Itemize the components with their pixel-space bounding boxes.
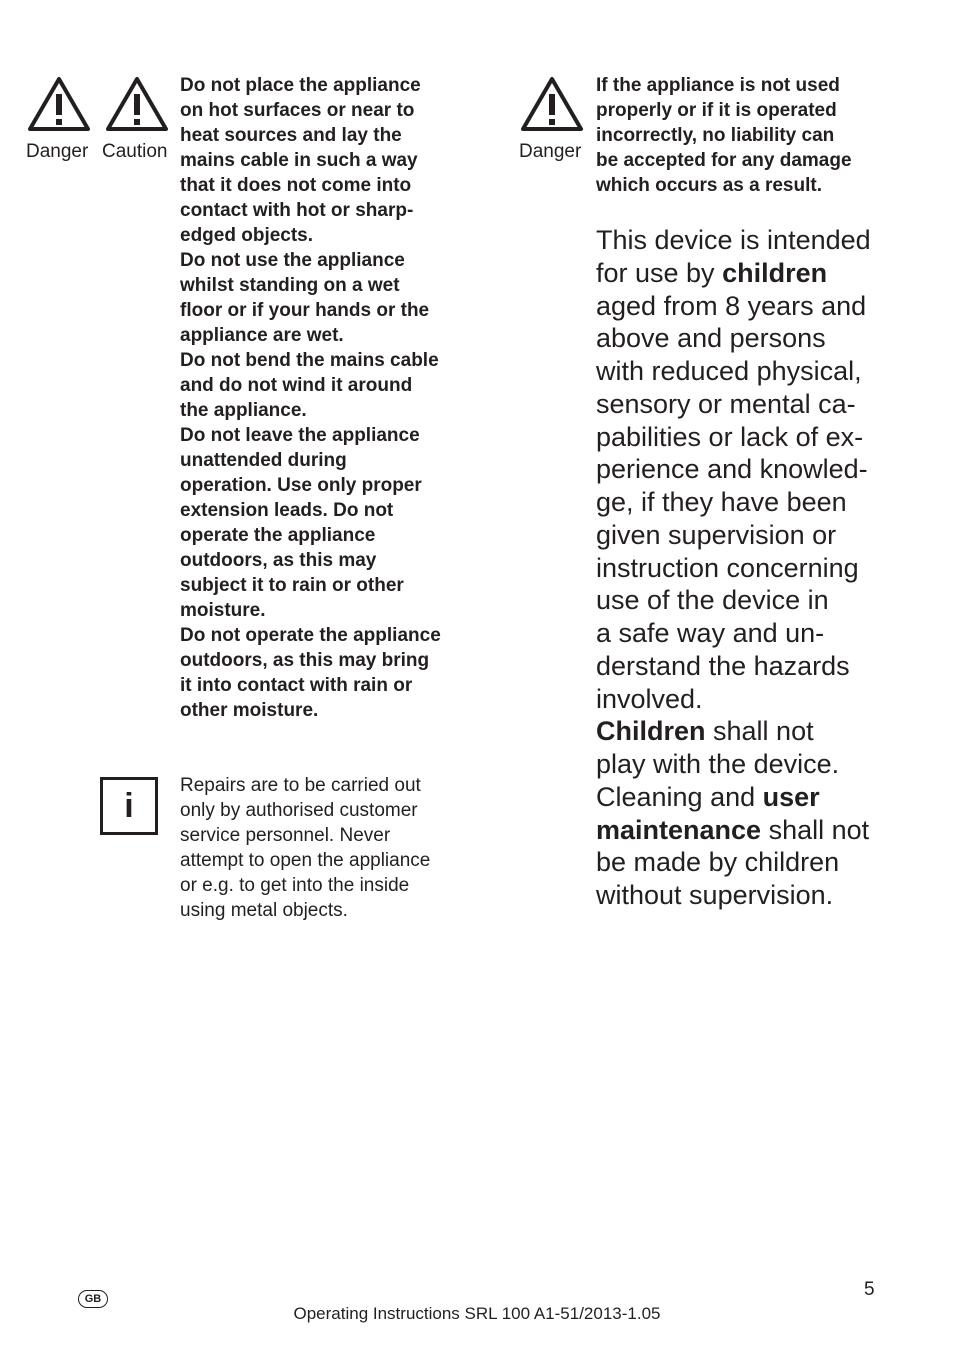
notice-line: involved. [596, 683, 703, 714]
notice-line: a safe way and un- [596, 618, 825, 648]
repair-line: only by authorised customer [180, 800, 418, 821]
warning-line: on hot surfaces or near to [180, 100, 415, 121]
repair-line: or e.g. to get into the inside [180, 875, 410, 896]
info-icon [100, 777, 158, 835]
warning-line: it into contact with rain or [180, 675, 413, 696]
warning-line: whilst standing on a wet [180, 275, 400, 296]
warning-line: moisture. [180, 600, 266, 621]
warning-line: that it does not come into [180, 175, 412, 196]
warning-line: operation. Use only proper [180, 475, 422, 496]
danger-symbol-right [519, 75, 585, 138]
warning-line: Do not use the appliance [180, 250, 405, 271]
warning-line: operate the appliance [180, 525, 376, 546]
danger-label-right: Danger [519, 141, 582, 162]
notice-line: derstand the hazards [596, 650, 850, 681]
notice-line: be made by children [596, 847, 840, 878]
warning-line: other moisture. [180, 700, 319, 721]
warning-line: Do not operate the appliance [180, 625, 441, 646]
warning-line: heat sources and lay the [180, 125, 402, 146]
danger-label: Danger [26, 141, 89, 162]
warning-line: properly or if it is operated [596, 100, 837, 121]
warning-line: contact with hot or sharp- [180, 200, 414, 221]
caution-symbol [104, 75, 170, 138]
warning-line: incorrectly, no liability can [596, 125, 835, 146]
warning-triangle-icon [26, 75, 92, 133]
notice-line: for use by children [596, 257, 828, 288]
liability-warning [596, 73, 852, 198]
notice-line: Children shall not [596, 716, 814, 747]
children-notice [596, 224, 871, 912]
warning-triangle-icon [519, 75, 585, 133]
caution-label: Caution [102, 141, 168, 162]
warning-line: edged objects. [180, 225, 314, 246]
danger-symbol [26, 75, 92, 138]
notice-line: Cleaning and user [596, 781, 820, 812]
notice-line: maintenance shall not [596, 814, 870, 845]
warning-triangle-icon [104, 75, 170, 133]
notice-line: pabilities or lack of ex- [596, 421, 864, 452]
warning-line: the appliance. [180, 400, 307, 421]
footer-text: Operating Instructions SRL 100 A1-51/2013-1.05 [293, 1304, 661, 1323]
warning-line: outdoors, as this may bring [180, 650, 430, 671]
repair-line: service personnel. Never [180, 825, 391, 846]
safety-warnings [180, 73, 441, 723]
notice-line: without supervision. [596, 880, 834, 910]
country-badge: GB [78, 1290, 108, 1308]
notice-line: play with the device. [596, 749, 840, 779]
warning-line: extension leads. Do not [180, 500, 394, 521]
repair-line: Repairs are to be carried out [180, 775, 421, 796]
notice-line: aged from 8 years and [596, 290, 867, 321]
info-glyph: i [124, 786, 134, 825]
notice-line: use of the device in [596, 585, 829, 616]
warning-line: mains cable in such a way [180, 150, 418, 171]
warning-line: floor or if your hands or the [180, 300, 430, 321]
warning-line: unattended during [180, 450, 347, 471]
repair-line: attempt to open the appliance [180, 850, 431, 871]
warning-line: Do not leave the appliance [180, 425, 420, 446]
warning-line: and do not wind it around [180, 375, 413, 396]
notice-line: above and persons [596, 323, 826, 354]
warning-line: appliance are wet. [180, 325, 344, 346]
warning-line: which occurs as a result. [596, 175, 822, 196]
warning-line: Do not bend the mains cable [180, 350, 439, 371]
warning-line: outdoors, as this may [180, 550, 377, 571]
warning-line: be accepted for any damage [596, 150, 852, 171]
repair-note [180, 773, 430, 923]
notice-line: given supervision or [596, 519, 837, 550]
page-number: 5 [864, 1279, 875, 1300]
notice-line: ge, if they have been [596, 487, 847, 517]
warning-line: If the appliance is not used [596, 75, 840, 96]
warning-line: Do not place the appliance [180, 75, 421, 96]
warning-line: subject it to rain or other [180, 575, 404, 596]
repair-line: using metal objects. [180, 900, 348, 921]
notice-line: perience and knowled- [596, 454, 868, 485]
notice-line: instruction concerning [596, 552, 859, 583]
notice-line: with reduced physical, [596, 356, 862, 386]
notice-line: This device is intended [596, 225, 871, 255]
notice-line: sensory or mental ca- [596, 388, 856, 419]
